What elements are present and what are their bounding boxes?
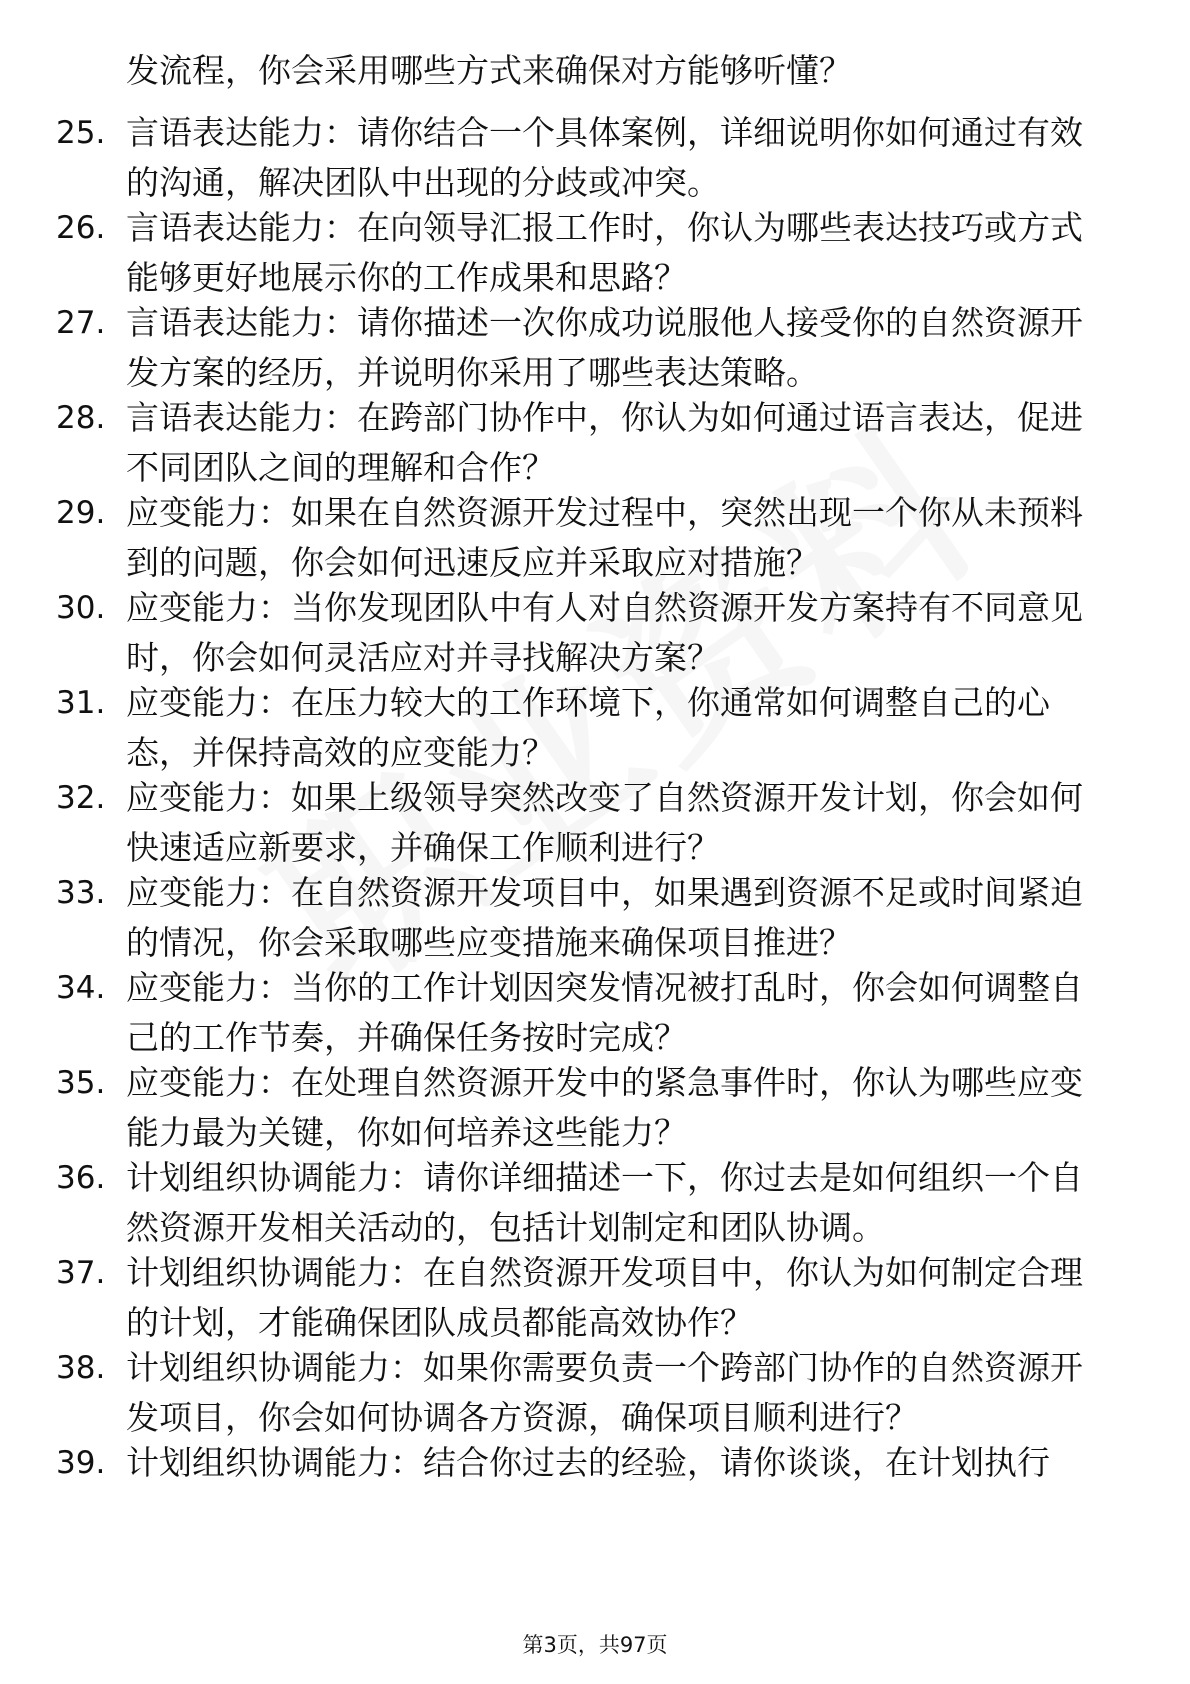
item-text: 计划组织协调能力：结合你过去的经验，请你谈谈，在计划执行 bbox=[126, 1443, 1050, 1482]
list-item bbox=[56, 393, 1106, 493]
item-number: 35. bbox=[56, 1065, 106, 1101]
item-text: 应变能力：当你发现团队中有人对自然资源开发方案持有不同意见时，你会如何灵活应对并寻找解决方案？ bbox=[126, 588, 1083, 677]
item-text: 言语表达能力：请你描述一次你成功说服他人接受你的自然资源开发方案的经历，并说明你采用了哪些表达策略。 bbox=[126, 303, 1083, 392]
item-number: 26. bbox=[56, 210, 106, 246]
item-text: 言语表达能力：在跨部门协作中，你认为如何通过语言表达，促进不同团队之间的理解和合作？ bbox=[126, 398, 1083, 487]
item-text: 应变能力：在自然资源开发项目中，如果遇到资源不足或时间紧迫的情况，你会采取哪些应变措施来确保项目推进？ bbox=[126, 873, 1083, 962]
item-text: 应变能力：当你的工作计划因突发情况被打乱时，你会如何调整自己的工作节奏，并确保任务按时完成？ bbox=[126, 968, 1083, 1057]
list-item bbox=[56, 1438, 1106, 1493]
item-text: 计划组织协调能力：如果你需要负责一个跨部门协作的自然资源开发项目，你会如何协调各方资源，确保项目顺利进行？ bbox=[126, 1348, 1083, 1437]
item-number: 28. bbox=[56, 400, 106, 436]
item-number: 39. bbox=[56, 1445, 106, 1481]
item-text: 应变能力：如果在自然资源开发过程中，突然出现一个你从未预料到的问题，你会如何迅速反应并采取应对措施？ bbox=[126, 493, 1083, 582]
item-text: 计划组织协调能力：请你详细描述一下，你过去是如何组织一个自然资源开发相关活动的，包括计划制定和团队协调。 bbox=[126, 1158, 1083, 1247]
item-number: 36. bbox=[56, 1160, 106, 1196]
item-number: 33. bbox=[56, 875, 106, 911]
item-number: 34. bbox=[56, 970, 106, 1006]
list-item bbox=[56, 108, 1106, 208]
continued-line: 发流程，你会采用哪些方式来确保对方能够听懂？ bbox=[126, 51, 852, 90]
list-item bbox=[56, 1248, 1106, 1348]
item-text: 应变能力：在处理自然资源开发中的紧急事件时，你认为哪些应变能力最为关键，你如何培养这些能力？ bbox=[126, 1063, 1083, 1152]
list-item bbox=[56, 488, 1106, 588]
item-number: 38. bbox=[56, 1350, 106, 1386]
list-item bbox=[56, 678, 1106, 778]
item-number: 31. bbox=[56, 685, 106, 721]
list-item bbox=[56, 1058, 1106, 1158]
list-item bbox=[56, 963, 1106, 1063]
item-text: 计划组织协调能力：在自然资源开发项目中，你认为如何制定合理的计划，才能确保团队成员都能高效协作？ bbox=[126, 1253, 1083, 1342]
page-footer: 第3页，共97页 bbox=[522, 1633, 668, 1657]
list-item bbox=[56, 868, 1106, 968]
item-number: 29. bbox=[56, 495, 106, 531]
item-text: 应变能力：如果上级领导突然改变了自然资源开发计划，你会如何快速适应新要求，并确保工作顺利进行？ bbox=[126, 778, 1083, 867]
item-number: 27. bbox=[56, 305, 106, 341]
item-number: 25. bbox=[56, 115, 106, 151]
list-item bbox=[56, 1343, 1106, 1443]
list-item bbox=[56, 298, 1106, 398]
item-text: 应变能力：在压力较大的工作环境下，你通常如何调整自己的心态，并保持高效的应变能力？ bbox=[126, 683, 1050, 772]
item-text: 言语表达能力：请你结合一个具体案例，详细说明你如何通过有效的沟通，解决团队中出现的分歧或冲突。 bbox=[126, 113, 1083, 202]
item-number: 37. bbox=[56, 1255, 106, 1291]
item-text: 言语表达能力：在向领导汇报工作时，你认为哪些表达技巧或方式能够更好地展示你的工作成果和思路？ bbox=[126, 208, 1083, 297]
item-number: 32. bbox=[56, 780, 106, 816]
list-item bbox=[56, 773, 1106, 873]
list-item bbox=[56, 583, 1106, 683]
list-item bbox=[56, 203, 1106, 303]
list-item bbox=[56, 1153, 1106, 1253]
item-number: 30. bbox=[56, 590, 106, 626]
